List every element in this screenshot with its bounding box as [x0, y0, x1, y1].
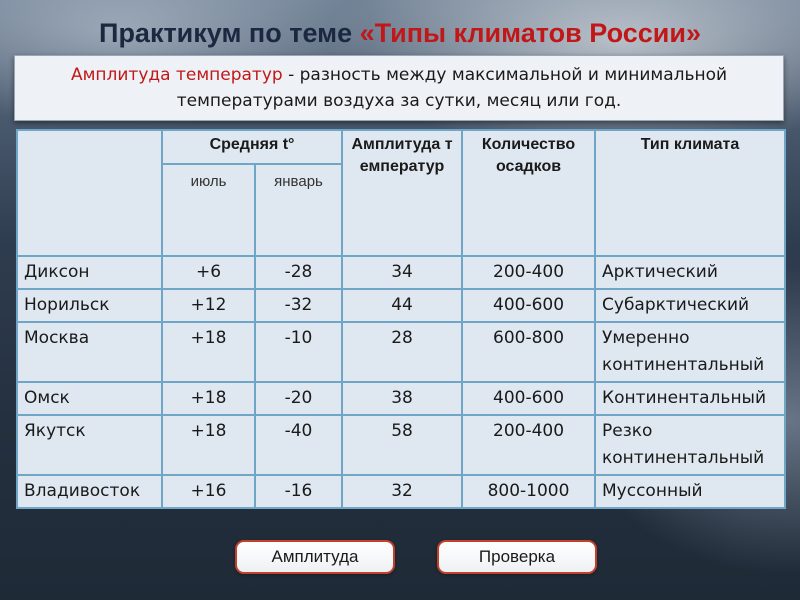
definition-text-2: температурами воздуха за сутки, месяц или год.: [176, 91, 622, 111]
header-avg-temp: Средняя t°: [162, 130, 342, 164]
header-january: январь: [255, 164, 342, 256]
header-july: июль: [162, 164, 255, 256]
january-cell: -10: [255, 322, 342, 382]
climate-type-cell: Субарктический: [595, 289, 785, 322]
precipitation-cell: 200-400: [462, 256, 595, 289]
check-button[interactable]: Проверка: [437, 540, 597, 574]
january-cell: -16: [255, 475, 342, 508]
title-prefix: Практикум по теме: [99, 18, 360, 48]
definition-term: Амплитуда температур: [70, 65, 283, 85]
july-cell: +18: [162, 382, 255, 415]
precipitation-cell: 600-800: [462, 322, 595, 382]
amplitude-cell: 34: [342, 256, 462, 289]
page-title: [0, 18, 800, 49]
amplitude-cell: 44: [342, 289, 462, 322]
city-cell: Норильск: [17, 289, 162, 322]
header-climate-type: Тип климата: [595, 130, 785, 256]
amplitude-button[interactable]: Амплитуда: [235, 540, 395, 574]
january-cell: -20: [255, 382, 342, 415]
precipitation-cell: 400-600: [462, 382, 595, 415]
definition-box: [14, 55, 784, 121]
july-cell: +18: [162, 322, 255, 382]
definition-text-1: - разность между максимальной и минимальной: [282, 65, 728, 85]
january-cell: -32: [255, 289, 342, 322]
precipitation-cell: 800-1000: [462, 475, 595, 508]
city-cell: Диксон: [17, 256, 162, 289]
city-cell: Якутск: [17, 415, 162, 475]
city-cell: Москва: [17, 322, 162, 382]
amplitude-cell: 38: [342, 382, 462, 415]
precipitation-cell: 200-400: [462, 415, 595, 475]
january-cell: -40: [255, 415, 342, 475]
table-row: [17, 256, 785, 289]
climate-type-cell: Резко континентальный: [595, 415, 785, 475]
definition-line-1: [15, 62, 783, 88]
climate-type-cell: Умеренно континентальный: [595, 322, 785, 382]
table-row: [17, 289, 785, 322]
table-row: [17, 475, 785, 508]
header-precipitation: Количество осадков: [462, 130, 595, 256]
july-cell: +18: [162, 415, 255, 475]
climate-type-cell: Континентальный: [595, 382, 785, 415]
july-cell: +16: [162, 475, 255, 508]
climate-table: [16, 129, 786, 509]
january-cell: -28: [255, 256, 342, 289]
city-cell: Владивосток: [17, 475, 162, 508]
climate-type-cell: Муссонный: [595, 475, 785, 508]
table-row: [17, 382, 785, 415]
city-cell: Омск: [17, 382, 162, 415]
table-row: [17, 322, 785, 382]
july-cell: +6: [162, 256, 255, 289]
header-amplitude: Амплитуда температур: [342, 130, 462, 256]
amplitude-cell: 32: [342, 475, 462, 508]
july-cell: +12: [162, 289, 255, 322]
table-row: [17, 415, 785, 475]
amplitude-cell: 58: [342, 415, 462, 475]
title-topic: «Типы климатов России»: [359, 18, 701, 48]
header-city: [17, 130, 162, 256]
climate-type-cell: Арктический: [595, 256, 785, 289]
amplitude-cell: 28: [342, 322, 462, 382]
precipitation-cell: 400-600: [462, 289, 595, 322]
